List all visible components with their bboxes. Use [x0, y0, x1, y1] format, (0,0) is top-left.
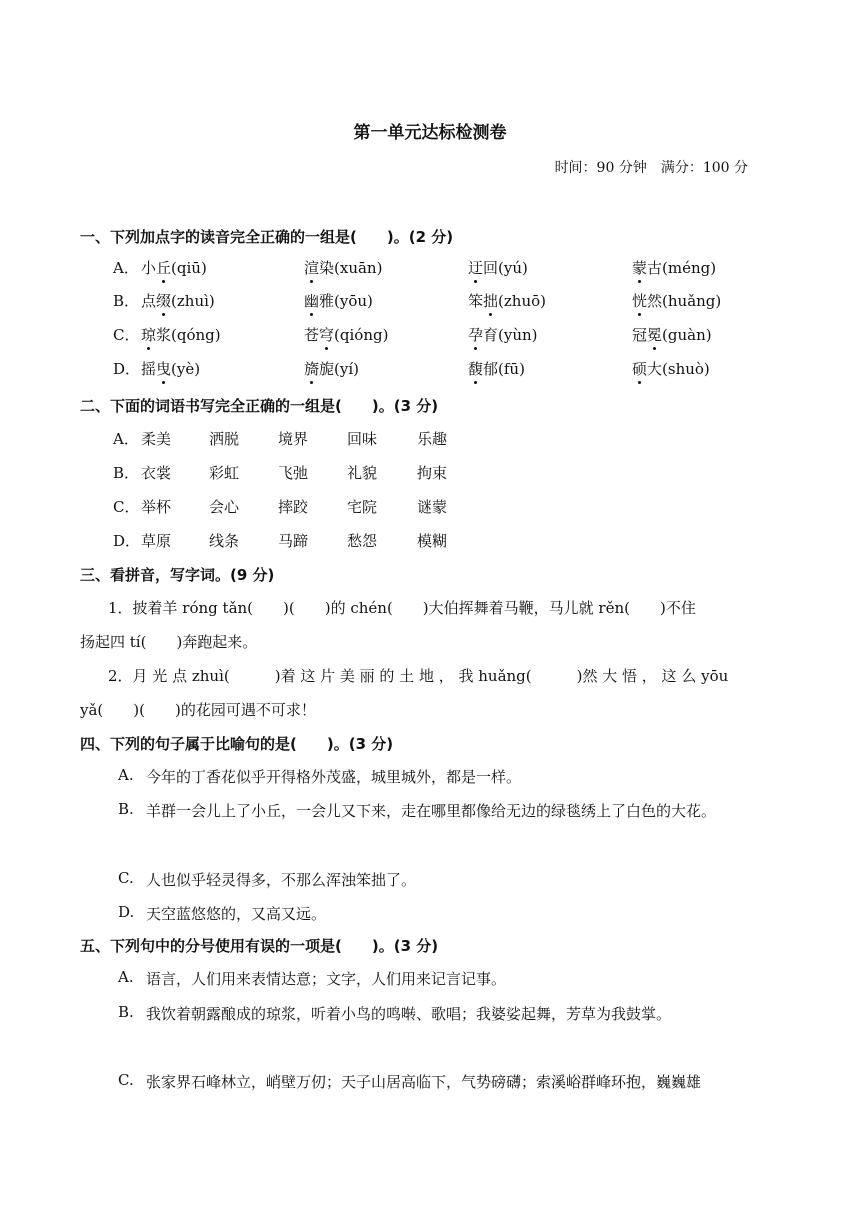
dotted-character: 硕	[632, 360, 648, 378]
question-3-item-1-line-2: 扬起四 tí( )奔跑起来。	[80, 633, 258, 651]
option-word	[141, 290, 215, 311]
dotted-character: 幽	[304, 292, 320, 310]
dotted-character: 穹	[319, 326, 335, 344]
option-text: 语言，人们用来表情达意；文字，人们用来记言记事。	[146, 970, 507, 988]
option-text: 今年的丁香花似乎开得格外茂盛，城里城外，都是一样。	[146, 768, 522, 786]
word-pinyin: 染(xuān)	[319, 259, 383, 277]
option-label: B.	[118, 800, 134, 818]
option-word	[304, 290, 373, 311]
word-pinyin: 回(yú)	[483, 259, 528, 277]
option-word: 洒脱	[209, 430, 240, 448]
option-word: 摔跤	[278, 498, 309, 516]
word-pinyin: (qiū)	[171, 259, 207, 277]
dotted-character: 蒙	[632, 259, 648, 277]
word-part: 点	[141, 292, 157, 310]
option-word	[304, 358, 359, 379]
option-word	[141, 358, 200, 379]
option-label: A．	[113, 259, 139, 277]
option-word: 草原	[141, 532, 172, 550]
word-pinyin: 浆(qóng)	[156, 326, 221, 344]
option-word	[304, 324, 388, 345]
option-word: 乐趣	[417, 430, 448, 448]
option-word	[468, 257, 528, 278]
word-part: 冠	[632, 326, 648, 344]
option-label: C．	[113, 498, 140, 516]
question-5-heading: 五、下列句中的分号使用有误的一项是( )。(3 分)	[80, 937, 439, 955]
option-text: 羊群一会儿上了小丘，一会儿又下来，走在哪里都像给无边的绿毯绣上了白色的大花。	[146, 802, 717, 820]
dotted-character: 恍	[632, 292, 648, 310]
word-part: 笨	[468, 292, 484, 310]
option-word: 模糊	[417, 532, 448, 550]
question-4-heading: 四、下列的句子属于比喻句的是( )。(3 分)	[80, 735, 394, 753]
question-2-heading: 二、下面的词语书写完全正确的一组是( )。(3 分)	[80, 397, 439, 415]
word-pinyin: 大(shuò)	[647, 360, 710, 378]
dotted-character: 渲	[304, 259, 320, 277]
option-label: D.	[118, 903, 135, 921]
word-part: 苍	[304, 326, 320, 344]
exam-meta: 时间：90 分钟 满分：100 分	[554, 160, 748, 176]
question-3-item-2-line-1: 2．月 光 点 zhuì( )着 这 片 美 丽 的 土 地 ， 我 huǎng( )然 大 悟 ， 这 么 yōu	[108, 667, 729, 685]
option-label: A．	[113, 430, 139, 448]
option-label: A.	[118, 766, 134, 784]
option-word	[632, 290, 721, 311]
option-word: 礼貌	[347, 464, 378, 482]
option-text: 天空蓝悠悠的，又高又远。	[146, 905, 327, 923]
option-label: A.	[118, 968, 134, 986]
word-part: 摇	[141, 360, 157, 378]
option-word	[141, 324, 221, 345]
option-word: 举杯	[141, 498, 172, 516]
option-word: 马蹄	[278, 532, 309, 550]
option-label: C.	[118, 1071, 134, 1089]
dotted-character: 孕	[468, 326, 484, 344]
option-word: 愁怨	[347, 532, 378, 550]
word-pinyin: 育(yùn)	[483, 326, 538, 344]
option-word	[304, 257, 382, 278]
word-pinyin: (zhuō)	[498, 292, 546, 310]
word-pinyin: 雅(yōu)	[319, 292, 373, 310]
question-3-item-2-line-2: yǎ( )( )的花园可遇不可求！	[80, 701, 316, 719]
option-word	[468, 290, 546, 311]
option-word	[468, 324, 538, 345]
option-text: 张家界石峰林立，峭壁万仞；天子山居高临下，气势磅礴；索溪峪群峰环抱，巍巍雄	[146, 1073, 702, 1091]
word-pinyin: (qióng)	[334, 326, 389, 344]
option-word: 谜蒙	[417, 498, 448, 516]
dotted-character: 冕	[647, 326, 663, 344]
option-label: B.	[118, 1003, 134, 1021]
page-title: 第一单元达标检测卷	[353, 123, 507, 143]
option-text: 我饮着朝露酿成的琼浆，听着小鸟的鸣啭、歌唱；我婆娑起舞，芳草为我鼓掌。	[146, 1005, 672, 1023]
dotted-character: 丘	[156, 259, 172, 277]
dotted-character: 琼	[141, 326, 157, 344]
dotted-character: 迂	[468, 259, 484, 277]
option-word: 线条	[209, 532, 240, 550]
option-label: C.	[118, 869, 134, 887]
option-word	[468, 358, 525, 379]
word-pinyin: 郁(fū)	[483, 360, 525, 378]
question-3-heading: 三、看拼音，写字词。(9 分)	[80, 566, 275, 584]
dotted-character: 曳	[156, 360, 172, 378]
option-label: D．	[113, 360, 141, 378]
question-3-item-1-line-1: 1．披着羊 róng tǎn( )( )的 chén( )大伯挥舞着马鞭，马儿就 rěn( )不住	[108, 599, 696, 617]
option-word: 会心	[209, 498, 240, 516]
option-word	[632, 358, 710, 379]
option-word: 回味	[347, 430, 378, 448]
option-word: 拘束	[417, 464, 448, 482]
word-part: 小	[141, 259, 157, 277]
option-word: 衣裳	[141, 464, 172, 482]
option-label: B．	[113, 464, 140, 482]
option-word: 境界	[278, 430, 309, 448]
word-pinyin: 古(méng)	[647, 259, 717, 277]
option-text: 人也似乎轻灵得多，不那么浑浊笨拙了。	[146, 871, 417, 889]
option-word: 飞弛	[278, 464, 309, 482]
option-word: 柔美	[141, 430, 172, 448]
word-pinyin: (yè)	[171, 360, 201, 378]
question-1-heading: 一、下列加点字的读音完全正确的一组是( )。(2 分)	[80, 228, 454, 246]
dotted-character: 拙	[483, 292, 499, 310]
word-pinyin: 然(huǎng)	[647, 292, 722, 310]
option-label: D．	[113, 532, 141, 550]
word-pinyin: 旎(yí)	[319, 360, 359, 378]
option-word	[632, 257, 716, 278]
dotted-character: 缀	[156, 292, 172, 310]
dotted-character: 馥	[468, 360, 484, 378]
option-word: 宅院	[347, 498, 378, 516]
dotted-character: 旖	[304, 360, 320, 378]
option-word: 彩虹	[209, 464, 240, 482]
option-label: C．	[113, 326, 140, 344]
option-word	[141, 257, 207, 278]
word-pinyin: (guàn)	[662, 326, 712, 344]
word-pinyin: (zhuì)	[171, 292, 215, 310]
option-label: B．	[113, 292, 140, 310]
option-word	[632, 324, 712, 345]
